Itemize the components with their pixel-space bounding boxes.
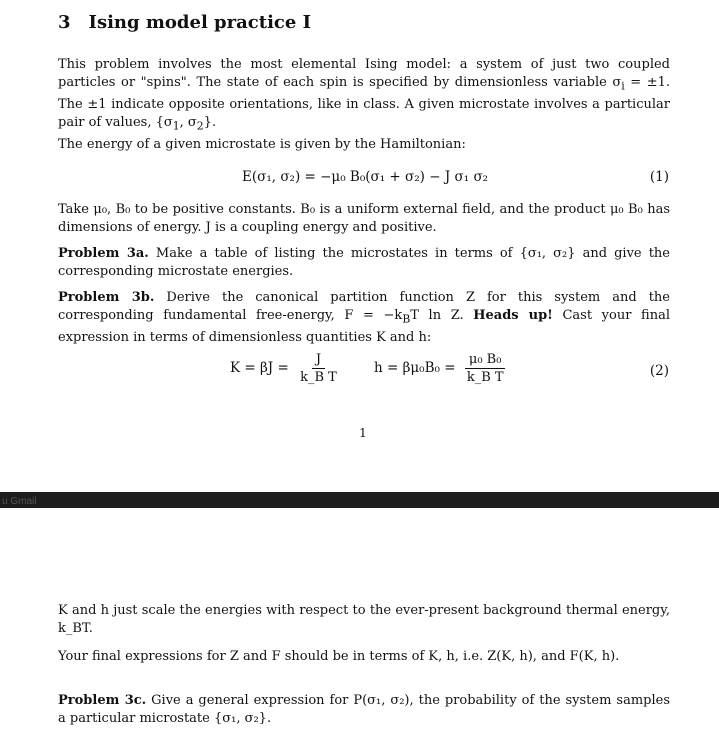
intro-paragraph: This problem involves the most elemental Ising model: a system of just two coupled particles or "spins". The state of each spin is specified by dimensionless variable $\sigma_i = \pm 1$. The ±1 indicate opposite orientations, like in class. A given microstate involves a particular pair of values, {$\sigma_1$, $\sigma_2$}. xyxy=(58,57,670,133)
problem-3c xyxy=(58,692,670,728)
divider-ghost-text: u Gmail xyxy=(2,496,37,507)
problem-3b: Problem 3b. Derive the canonical partition function Z for this system and the corresponding fundamental free-energy, $F = -k_BT$ ln Z. Heads up! Cast your final expression in terms of dimensionless quantities K and h: xyxy=(58,290,670,345)
k-definition: K = βJ = $\frac{J}{\text{k\_B T}}$ xyxy=(230,352,337,385)
problem-3a-text: Make a table of listing the microstates in terms of {σ₁, σ₂} and give the corresponding microstate energies. xyxy=(58,246,670,279)
scale-paragraph: K and h just scale the energies with respect to the ever-present background thermal energy, k_BT. xyxy=(58,603,670,636)
section-title xyxy=(58,12,311,33)
page-divider xyxy=(0,492,719,508)
hamiltonian-equation: E(σ₁, σ₂) = −μ₀ B₀(σ₁ + σ₂) − J σ₁ σ₂ xyxy=(242,169,489,185)
final-expressions-paragraph: Your final expressions for Z and F should be in terms of K, h, i.e. Z(K, h), and F(K, h). xyxy=(58,649,620,664)
problem-3c-text: Give a general expression for P(σ₁, σ₂), the probability of the system samples a particular microstate {σ₁, σ₂}. xyxy=(58,693,670,726)
page-number: 1 xyxy=(359,426,367,440)
equation-number-1: (1) xyxy=(649,169,669,185)
problem-3a xyxy=(58,245,670,281)
constants-paragraph: Take μ₀, B₀ to be positive constants. B₀ is a uniform external field, and the product μ₀ B₀ has dimensions of energy. J is a coupling energy and positive. xyxy=(58,202,670,235)
page-2 xyxy=(0,508,719,746)
h-definition: h = βμ₀B₀ = $\frac{\text{μ₀ B₀}}{\text{k\_B T}}$ xyxy=(374,352,504,385)
section-title-text: Ising model practice I xyxy=(88,12,311,33)
equation-number-2: (2) xyxy=(649,363,669,379)
problem-3c-label: Problem 3c. xyxy=(58,693,147,708)
problem-3a-label: Problem 3a. xyxy=(58,246,149,261)
problem-3b-label: Problem 3b. xyxy=(58,290,155,305)
heads-up: Heads up! xyxy=(473,308,553,323)
energy-intro: The energy of a given microstate is given by the Hamiltonian: xyxy=(58,137,466,152)
section-number: 3 xyxy=(58,12,71,33)
